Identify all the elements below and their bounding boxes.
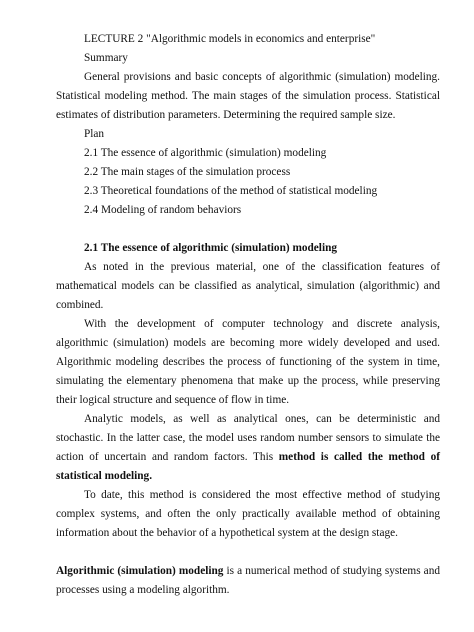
plan-item-3: 2.3 Theoretical foundations of the method of statistical modeling	[84, 185, 378, 197]
plan-label: Plan	[84, 128, 105, 140]
summary-label: Summary	[84, 52, 128, 64]
definition-term: Algorithmic (simulation) modeling	[56, 565, 224, 577]
paragraph-3-text: Analytic models, as well as analytical ones, can be deterministic and stochastic. In the latter case, the model uses random number sensors to simulate the action of uncertain and random factors. This	[56, 413, 440, 463]
plan-item-2: 2.2 The main stages of the simulation process	[84, 166, 291, 178]
paragraph-4: To date, this method is considered the most effective method of studying complex systems, and often the only practically available method of obtaining information about the behavior of a hypothetical system at the design stage.	[56, 489, 440, 539]
paragraph-3	[56, 410, 440, 486]
paragraph-1: As noted in the previous material, one of the classification features of mathematical models can be classified as analytical, simulation (algorithmic) and combined.	[56, 261, 440, 311]
spacer	[56, 543, 440, 562]
lecture-title: LECTURE 2 "Algorithmic models in economics and enterprise"	[84, 33, 376, 45]
section-heading: 2.1 The essence of algorithmic (simulation) modeling	[84, 242, 338, 254]
paragraph-3-bold: method is called the method of statistical modeling.	[56, 451, 440, 482]
paragraph-2: With the development of computer technology and discrete analysis, algorithmic (simulation) models are becoming more widely developed and used. Algorithmic modeling describes the process of functioning of the system in time, simulating the elementary phenomena that make up the process, while preserving their logical structure and sequence of flow in time.	[56, 318, 440, 406]
summary-text: General provisions and basic concepts of algorithmic (simulation) modeling. Statistical modeling method. The main stages of the simulation process. Statistical estimates of distribution parameters. Determining the required sample size.	[56, 71, 440, 121]
plan-item-1: 2.1 The essence of algorithmic (simulation) modeling	[84, 147, 327, 159]
spacer	[56, 220, 440, 239]
definition-paragraph	[56, 562, 440, 600]
plan-item-4: 2.4 Modeling of random behaviors	[84, 204, 242, 216]
definition-text: is a numerical method of studying systems and processes using a modeling algorithm.	[56, 565, 440, 596]
document-page	[56, 30, 440, 600]
